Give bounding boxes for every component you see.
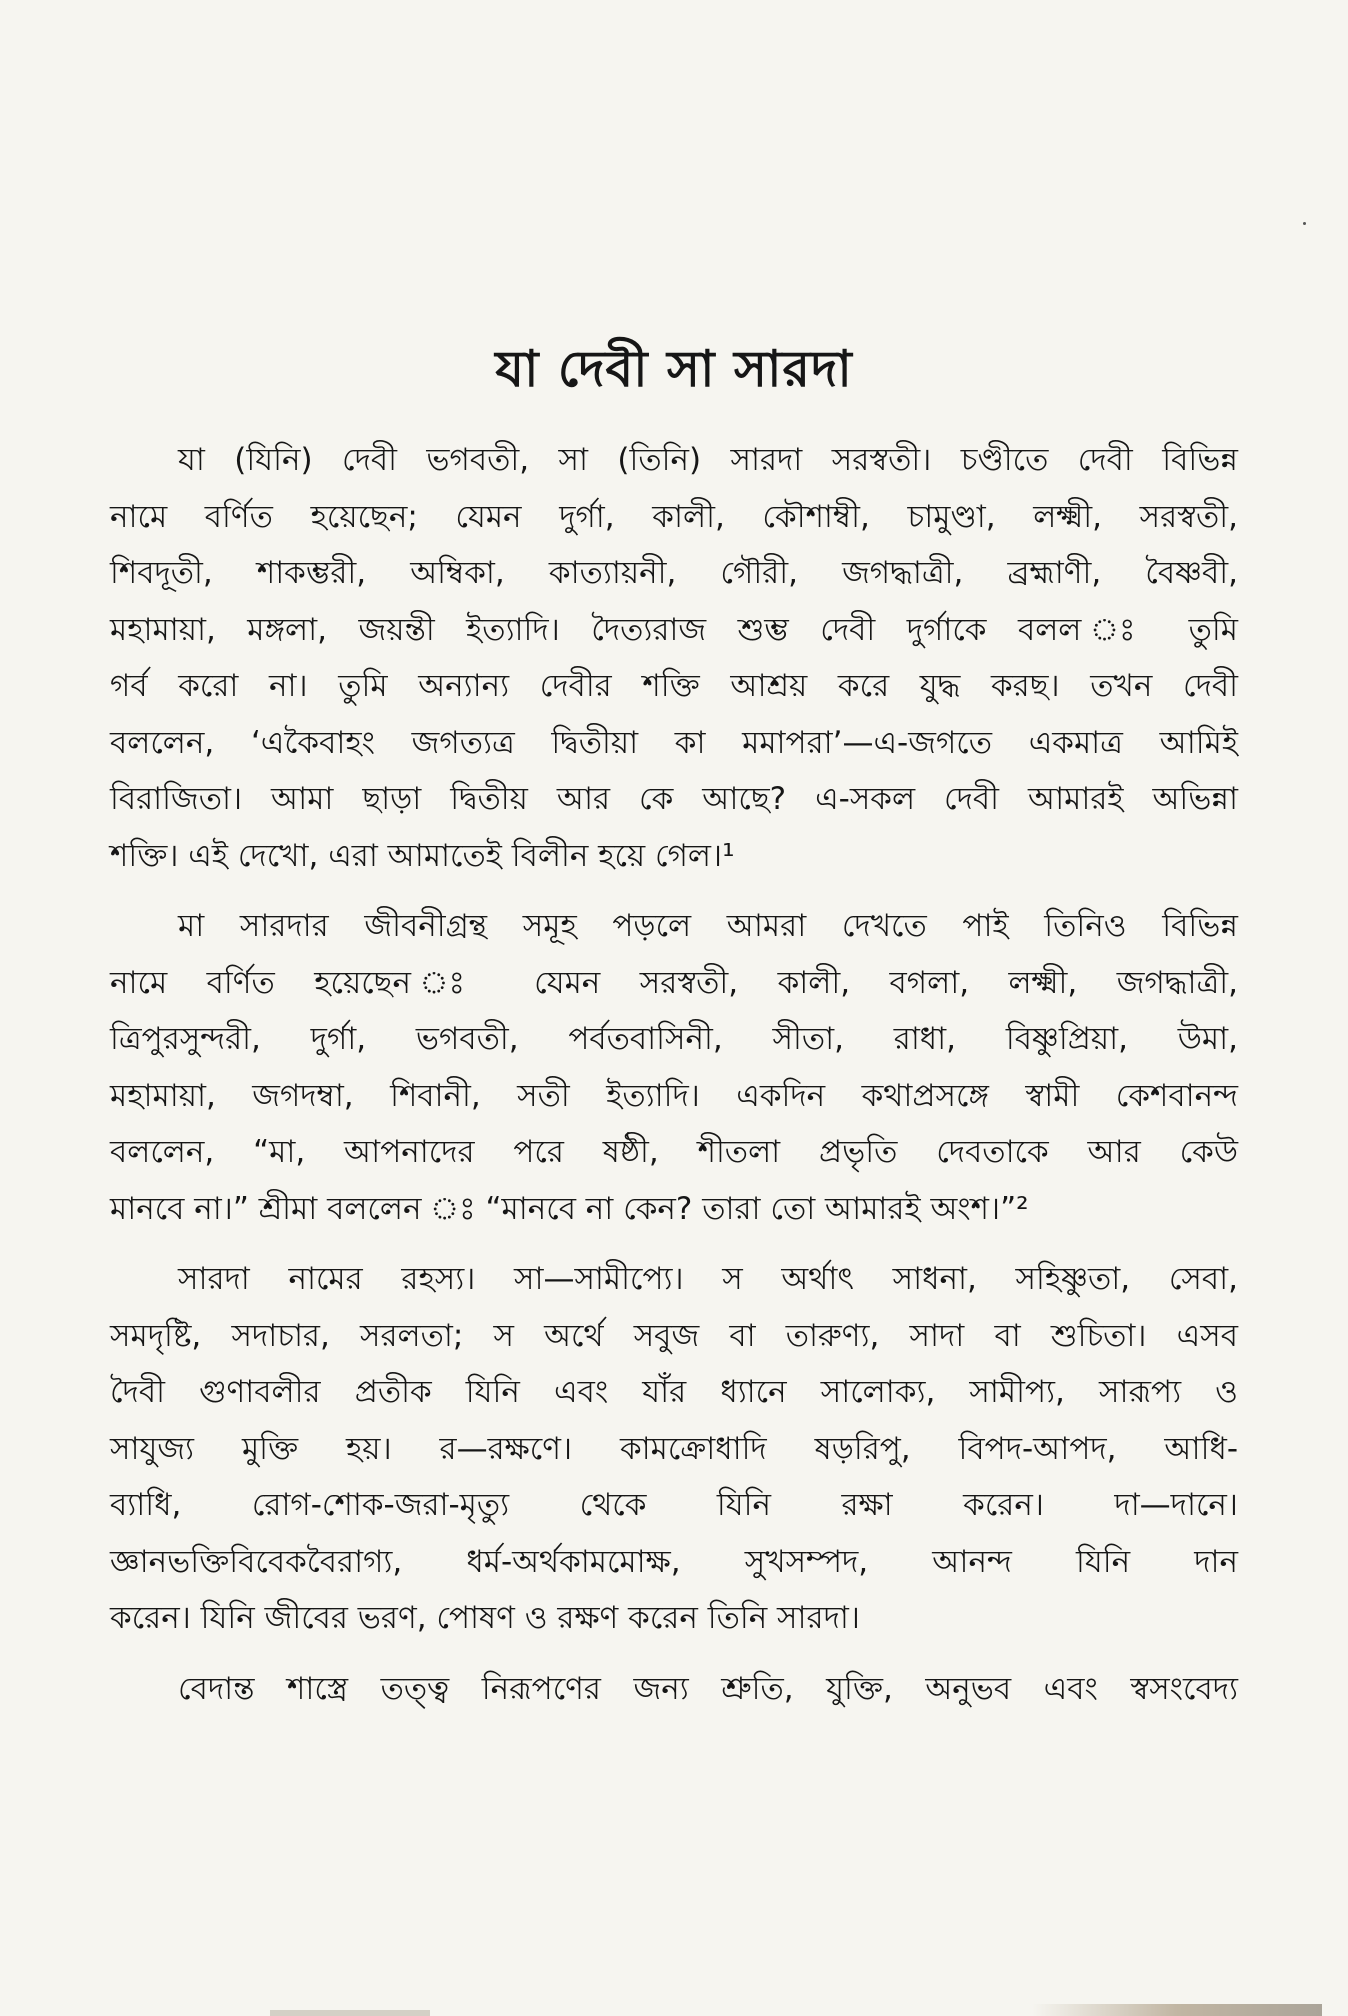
text-line: মহামায়া, মঙ্গলা, জয়ন্তী ইত্যাদি। দৈত্যরাজ শুম্ভ দেবী দুর্গাকে বলল ঃ তুমি <box>110 611 1238 648</box>
text-line: মহামায়া, জগদম্বা, শিবানী, সতী ইত্যাদি। একদিন কথাপ্রসঙ্গে স্বামী কেশবানন্দ <box>110 1077 1238 1114</box>
text-line: নামে বর্ণিত হয়েছেন ঃ যেমন সরস্বতী, কালী, বগলা, লক্ষ্মী, জগদ্ধাত্রী, <box>110 964 1238 1001</box>
paragraph-2 <box>110 898 1238 1237</box>
paragraph-4 <box>110 1661 1238 1718</box>
text-line: যা (যিনি) দেবী ভগবতী, সা (তিনি) সারদা সরস্বতী। চণ্ডীতে দেবী বিভিন্ন <box>178 442 1238 478</box>
text-line: শিবদূতী, শাকম্ভরী, অম্বিকা, কাত্যায়নী, গৌরী, জগদ্ধাত্রী, ব্রহ্মাণী, বৈষ্ণবী, <box>110 555 1238 591</box>
text-line: বললেন, ‘একৈবাহং জগত্যত্র দ্বিতীয়া কা মমাপরা’—এ-জগতে একমাত্র আমিই <box>110 724 1238 761</box>
paragraph-3 <box>110 1251 1238 1647</box>
paper-speck <box>1303 222 1306 225</box>
text-line: করেন। যিনি জীবের ভরণ, পোষণ ও রক্ষণ করেন তিনি সারদা। <box>110 1600 860 1636</box>
text-line: শক্তি। এই দেখো, এরা আমাতেই বিলীন হয়ে গেল।¹ <box>110 837 735 874</box>
text-line: নামে বর্ণিত হয়েছেন; যেমন দুর্গা, কালী, কৌশাম্বী, চামুণ্ডা, লক্ষ্মী, সরস্বতী, <box>110 498 1238 535</box>
text-line: বেদান্ত শাস্ত্রে তত্ত্ব নিরূপণের জন্য শ্রুতি, যুক্তি, অনুভব এবং স্বসংবেদ্য <box>178 1670 1238 1707</box>
chapter-title: যা দেবী সা সারদা <box>495 339 853 398</box>
page-edge-shadow <box>1032 2004 1322 2016</box>
text-line: মা সারদার জীবনীগ্রন্থ সমূহ পড়লে আমরা দেখতে পাই তিনিও বিভিন্ন <box>178 908 1238 944</box>
paragraph-1 <box>110 432 1238 884</box>
text-line: বিরাজিতা। আমা ছাড়া দ্বিতীয় আর কে আছে? এ-সকল দেবী আমারই অভিন্না <box>110 781 1238 817</box>
text-line: গর্ব করো না। তুমি অন্যান্য দেবীর শক্তি আশ্রয় করে যুদ্ধ করছ। তখন দেবী <box>110 668 1238 704</box>
text-line: মানবে না।” শ্রীমা বললেন ঃ “মানবে না কেন? তারা তো আমারই অংশ।”² <box>110 1190 1029 1227</box>
page-edge-shadow <box>270 2010 430 2016</box>
text-line: সারদা নামের রহস্য। সা—সামীপ্যে। স অর্থাৎ সাধনা, সহিষ্ণুতা, সেবা, <box>178 1261 1238 1297</box>
text-line: সমদৃষ্টি, সদাচার, সরলতা; স অর্থে সবুজ বা তারুণ্য, সাদা বা শুচিতা। এসব <box>110 1317 1238 1354</box>
text-line: বললেন, “মা, আপনাদের পরে ষষ্ঠী, শীতলা প্রভৃতি দেবতাকে আর কেউ <box>110 1134 1238 1170</box>
text-line: ত্রিপুরসুন্দরী, দুর্গা, ভগবতী, পর্বতবাসিনী, সীতা, রাধা, বিষ্ণুপ্রিয়া, উমা, <box>110 1021 1238 1057</box>
text-line: জ্ঞানভক্তিবিবেকবৈরাগ্য, ধর্ম-অর্থকামমোক্ষ, সুখসম্পদ, আনন্দ যিনি দান <box>110 1543 1238 1580</box>
text-line: সাযুজ্য মুক্তি হয়। র—রক্ষণে। কামক্রোধাদি ষড়রিপু, বিপদ-আপদ, আধি- <box>110 1430 1238 1467</box>
text-line: ব্যাধি, রোগ-শোক-জরা-মৃত্যু থেকে যিনি রক্ষা করেন। দা—দানে। <box>110 1487 1238 1523</box>
text-line: দৈবী গুণাবলীর প্রতীক যিনি এবং যাঁর ধ্যানে সালোক্য, সামীপ্য, সারূপ্য ও <box>110 1374 1238 1410</box>
body-text <box>110 432 1238 1731</box>
